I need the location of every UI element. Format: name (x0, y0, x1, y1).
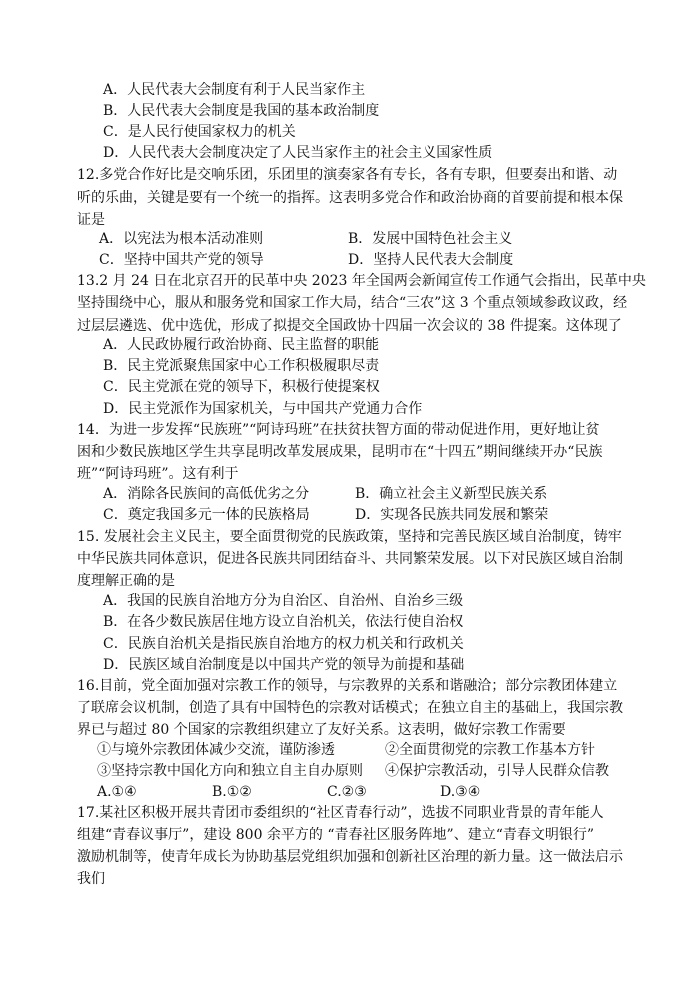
q16-statement-4: ④保护宗教活动，引导人民群众信教 (385, 763, 609, 779)
q16-stem-line: 界已与超过 80 个国家的宗教组织建立了友好关系。这表明，做好宗教工作需要 (77, 722, 566, 738)
q13-option-d: D．民主党派作为国家机关，与中国共产党通力合作 (103, 401, 423, 417)
q14-option-c: C．奠定我国多元一体的民族格局 (103, 507, 310, 523)
q13-option-a: A．人民政协履行政治协商、民主监督的职能 (103, 337, 380, 353)
q14-option-a: A．消除各民族间的高低优劣之分 (103, 486, 310, 502)
q16-stem-line: 了联席会议机制，创造了具有中国特色的宗教对话模式；在独立自主的基础上，我国宗教 (77, 700, 623, 716)
q16-statement-2: ②全面贯彻党的宗教工作基本方针 (385, 742, 595, 758)
q15-stem-line: 中华民族共同体意识，促进各民族共同团结奋斗、共同繁荣发展。以下对民族区域自治制 (77, 551, 623, 567)
q15-stem-line: 15. 发展社会主义民主，要全面贯彻党的民族政策，坚持和完善民族区域自治制度，铸牢 (77, 529, 622, 545)
q16-stem-line: 16.目前，党全面加强对宗教工作的领导，与宗教界的关系和谐融洽；部分宗教团体建立 (77, 678, 618, 694)
q16-option-b: B.①② (212, 784, 252, 800)
q13-stem-line: 13.2 月 24 日在北京召开的民革中央 2023 年全国两会新闻宣传工作通气会指出，民革中央 (77, 273, 646, 289)
q12-option-a: A．以宪法为根本活动准则 (99, 231, 264, 247)
q12-stem-line: 12.多党合作好比是交响乐团，乐团里的演奏家各有专长，各有专职，但要奏出和谐、动 (77, 167, 618, 183)
q17-stem-line: 17.某社区积极开展共青团市委组织的“社区青春行动”，选拔不同职业背景的青年能人 (77, 805, 604, 821)
q12-option-b: B．发展中国特色社会主义 (348, 231, 513, 247)
q16-statement-3: ③坚持宗教中国化方向和独立自主自办原则 (97, 763, 363, 779)
q17-stem-line: 激励机制等，使青年成长为协助基层党组织加强和创新社区治理的新力量。这一做法启示 (77, 849, 623, 865)
q11-option-a: A．人民代表大会制度有利于人民当家作主 (103, 82, 366, 98)
q16-option-c: C.②③ (327, 784, 367, 800)
q15-option-a: A．我国的民族自治地方分为自治区、自治州、自治乡三级 (103, 593, 464, 609)
q14-option-b: B．确立社会主义新型民族关系 (355, 486, 548, 502)
q14-stem-line: 班”“阿诗玛班”。这有利于 (77, 466, 239, 482)
q15-stem-line: 度理解正确的是 (77, 573, 175, 589)
q16-option-a: A.①④ (97, 784, 137, 800)
q14-option-d: D．实现各民族共同发展和繁荣 (355, 507, 549, 523)
q14-stem-line: 困和少数民族地区学生共享昆明改革发展成果，昆明市在“十四五”期间继续开办“民族 (77, 444, 603, 460)
q12-option-d: D．坚持人民代表大会制度 (348, 252, 514, 268)
q17-stem-line: 我们 (77, 871, 105, 887)
q17-stem-line: 组建“青春议事厅”，建设 800 余平方的 “青春社区服务阵地”、建立“青春文明银行” (77, 827, 595, 843)
q12-option-c: C．坚持中国共产党的领导 (99, 252, 264, 268)
q13-stem-line: 过层层遴选、优中选优，形成了拟提交全国政协十四届一次会议的 38 件提案。这体现了 (77, 318, 622, 334)
q11-option-b: B．人民代表大会制度是我国的基本政治制度 (103, 103, 380, 119)
q13-stem-line: 坚持围绕中心，服从和服务党和国家工作大局，结合“三农”这 3 个重点领域参政议政，经 (77, 295, 628, 311)
q11-option-d: D．人民代表大会制度决定了人民当家作主的社会主义国家性质 (103, 145, 493, 161)
q11-option-c: C．是人民行使国家权力的机关 (103, 124, 296, 140)
q15-option-d: D．民族区域自治制度是以中国共产党的领导为前提和基础 (103, 657, 465, 673)
q13-option-b: B．民主党派聚焦国家中心工作积极履职尽责 (103, 358, 380, 374)
q14-stem-line: 14．为进一步发挥“民族班”“阿诗玛班”在扶贫扶智方面的带动促进作用，更好地让贫 (77, 422, 600, 438)
q15-option-c: C．民族自治机关是指民族自治地方的权力机关和行政机关 (103, 636, 464, 652)
q13-option-c: C．民主党派在党的领导下，积极行使提案权 (103, 379, 380, 395)
q12-stem-line: 听的乐曲，关键是要有一个统一的指挥。这表明多党合作和政治协商的首要前提和根本保 (77, 190, 623, 206)
q16-option-d: D.③④ (440, 784, 481, 800)
q12-stem-line: 证是 (77, 212, 105, 228)
q15-option-b: B．在各少数民族居住地方设立自治机关，依法行使自治权 (103, 614, 464, 630)
q16-statement-1: ①与境外宗教团体减少交流，谨防渗透 (97, 742, 335, 758)
